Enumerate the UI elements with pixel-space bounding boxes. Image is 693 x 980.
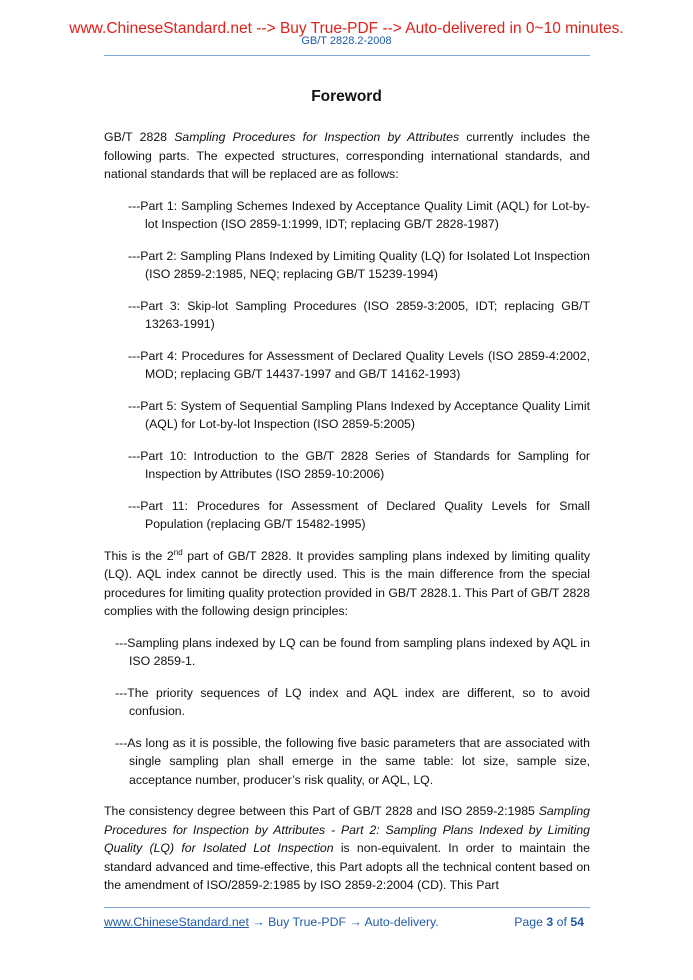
- para2-before: This is the 2: [104, 548, 174, 563]
- arrow-icon: →: [252, 915, 265, 929]
- page-footer: [104, 907, 590, 928]
- para3-after: is non-equivalent. In order to maintain the standard advanced and time-effective, this Part adopts all the technical content based on the amendment of ISO/2859-2:1985 by ISO 2859-2:2004 (CD). This Part: [104, 841, 590, 892]
- current-page-number: 3: [546, 915, 554, 929]
- principle-item: ---Sampling plans indexed by LQ can be found from sampling plans indexed by AQL in ISO 2859-1.: [115, 635, 590, 668]
- page-title: Foreword: [311, 88, 382, 105]
- intro-rest: currently includes the following parts. The expected structures, corresponding international standards, and national standards that will be replaced are as follows:: [104, 130, 590, 181]
- intro-paragraph: [104, 128, 590, 184]
- promo-banner[interactable]: www.ChineseStandard.net --> Buy True-PDF --> Auto-delivered in 0~10 minutes.: [69, 20, 624, 37]
- total-pages: 54: [570, 915, 584, 929]
- para2-superscript: nd: [173, 547, 183, 557]
- intro-lead: GB/T 2828: [104, 130, 175, 144]
- of-label: of: [556, 915, 567, 929]
- para3-before: The consistency degree between this Part of GB/T 2828 and ISO 2859-2:1985: [104, 804, 539, 818]
- document-id: GB/T 2828.2-2008: [301, 35, 392, 47]
- part-item: ---Part 3: Skip-lot Sampling Procedures (ISO 2859-3:2005, IDT; replacing GB/T 13263-1991): [128, 298, 590, 331]
- principle-item: ---As long as it is possible, the following five basic parameters that are associated with single sampling plan shall emerge in the same table: lot size, sample size, acceptance number, producer’s risk quality, or AQL, LQ.: [115, 735, 590, 787]
- header-divider: [104, 55, 590, 56]
- page-indicator: [514, 915, 584, 929]
- part-item: ---Part 2: Sampling Plans Indexed by Limiting Quality (LQ) for Isolated Lot Inspection (ISO 2859-2:1985, NEQ; replacing GB/T 15239-1994): [128, 248, 590, 281]
- part-item: ---Part 11: Procedures for Assessment of Declared Quality Levels for Small Population (replacing GB/T 15482-1995): [128, 498, 590, 531]
- para2-after: part of GB/T 2828. It provides sampling plans indexed by limiting quality (LQ). AQL index cannot be directly used. This is the main difference from the special procedures for limiting quality protection provided in GB/T 2828.1. This Part of GB/T 2828 complies with the following design principles:: [104, 548, 591, 618]
- part-item: ---Part 4: Procedures for Assessment of Declared Quality Levels (ISO 2859-4:2002, MOD; replacing GB/T 14437-1997 and GB/T 14162-1993): [128, 348, 590, 381]
- part-item: ---Part 5: System of Sequential Sampling Plans Indexed by Acceptance Quality Limit (AQL) for Lot-by-lot Inspection (ISO 2859-5:2005): [128, 398, 590, 431]
- page-label: Page: [514, 915, 543, 929]
- consistency-paragraph: [104, 802, 590, 895]
- footer-buy-link[interactable]: Buy True-PDF: [268, 915, 346, 929]
- principles-intro-paragraph: [104, 547, 590, 621]
- part-item: ---Part 10: Introduction to the GB/T 2828 Series of Standards for Sampling for Inspection by Attributes (ISO 2859-10:2006): [128, 448, 590, 481]
- document-body: [104, 128, 590, 908]
- footer-links: [104, 915, 439, 929]
- footer-site-link[interactable]: www.ChineseStandard.net: [104, 915, 249, 929]
- intro-title: Sampling Procedures for Inspection by Attributes: [174, 130, 460, 144]
- footer-delivery-text: Auto-delivery.: [364, 915, 439, 929]
- arrow-icon: →: [349, 915, 362, 929]
- para3-italic-title: Sampling Procedures for Inspection by Attributes - Part 2: Sampling Plans Indexed by Limiting Quality (LQ) for Isolated Lot Inspection: [104, 804, 590, 855]
- principle-item: ---The priority sequences of LQ index and AQL index are different, so to avoid confusion.: [115, 685, 590, 718]
- part-item: ---Part 1: Sampling Schemes Indexed by Acceptance Quality Limit (AQL) for Lot-by-lot Inspection (ISO 2859-1:1999, IDT; replacing GB/T 2828-1987): [128, 198, 590, 231]
